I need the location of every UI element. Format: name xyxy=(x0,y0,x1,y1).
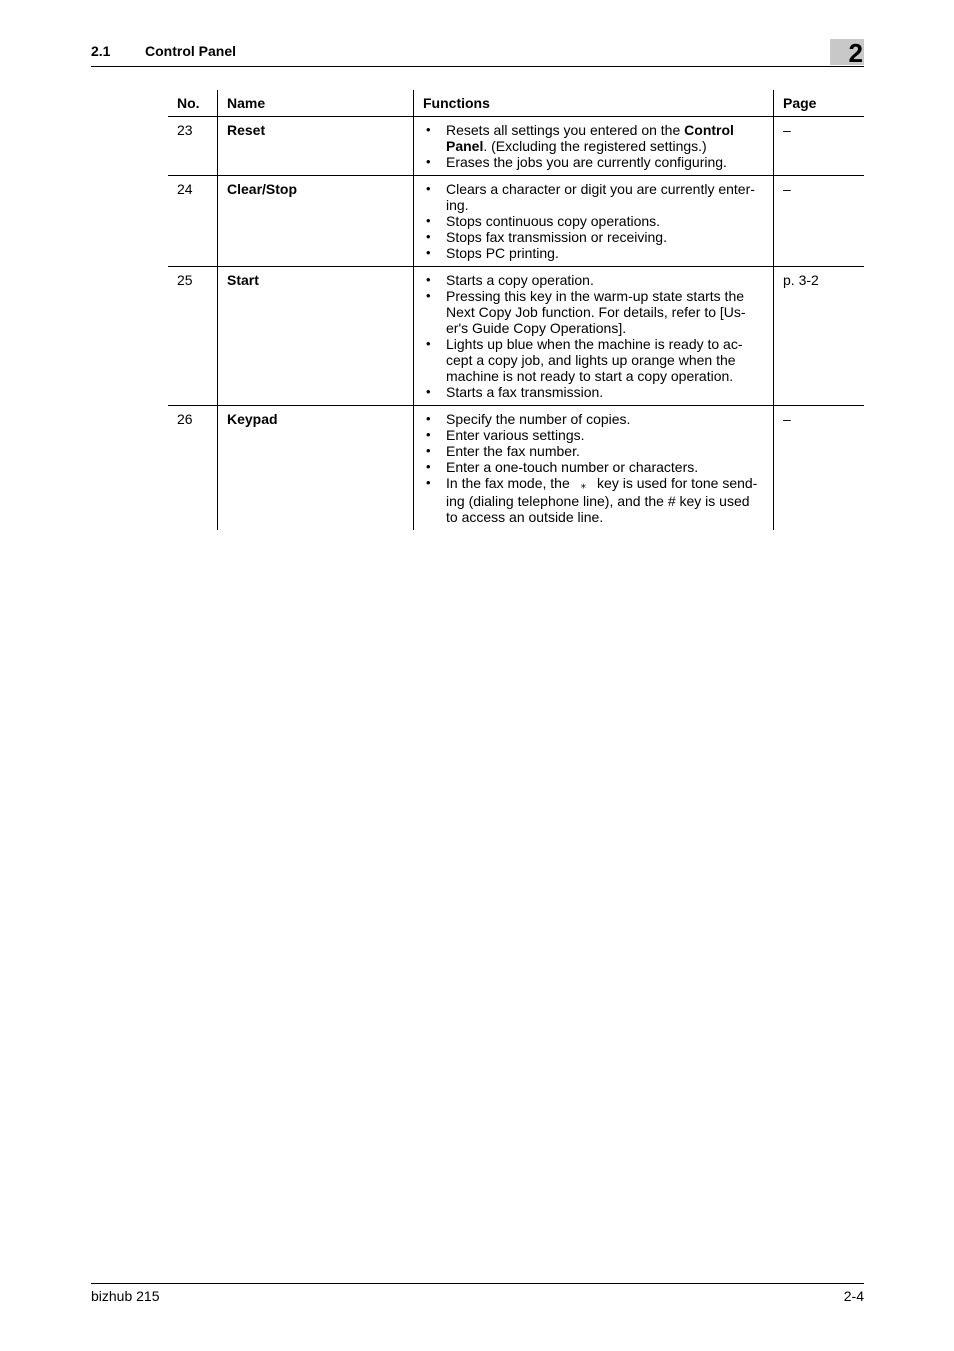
function-text: . (Excluding the registered settings.) xyxy=(483,138,707,154)
function-item xyxy=(423,122,764,154)
control-panel-table xyxy=(168,90,864,530)
function-emphasis: Control Panel xyxy=(446,122,734,154)
function-text: Clears a character or digit you are currently enter-ing. xyxy=(446,181,755,213)
product-name: bizhub 215 xyxy=(91,1288,160,1304)
bullet-icon: • xyxy=(426,427,431,442)
function-item xyxy=(423,427,764,443)
bullet-icon: • xyxy=(426,459,431,474)
cell-page: – xyxy=(774,406,865,531)
bullet-icon: • xyxy=(426,336,431,351)
function-item xyxy=(423,181,764,213)
cell-name: Start xyxy=(218,267,414,406)
cell-name: Keypad xyxy=(218,406,414,531)
table-body xyxy=(168,117,864,531)
function-item xyxy=(423,245,764,261)
function-text: Pressing this key in the warm-up state starts the Next Copy Job function. For details, refer to [Us-er's Guide Copy Operations]. xyxy=(446,288,746,336)
cell-name: Reset xyxy=(218,117,414,176)
function-text: In the fax mode, the xyxy=(446,475,574,491)
table-row xyxy=(168,117,864,176)
cell-no: 25 xyxy=(168,267,218,406)
function-item xyxy=(423,336,764,384)
function-item xyxy=(423,411,764,427)
function-item xyxy=(423,459,764,475)
bullet-icon: • xyxy=(426,122,431,137)
function-item xyxy=(423,443,764,459)
cell-page: – xyxy=(774,176,865,267)
bullet-icon: • xyxy=(426,443,431,458)
function-text: Specify the number of copies. xyxy=(446,411,631,427)
chapter-number: 2 xyxy=(848,38,863,68)
bullet-icon: • xyxy=(426,272,431,287)
section-title: Control Panel xyxy=(145,43,237,59)
bullet-icon: • xyxy=(426,229,431,244)
function-list xyxy=(423,411,764,525)
cell-no: 26 xyxy=(177,411,193,427)
bullet-icon: • xyxy=(426,411,431,426)
section-number: 2.1 xyxy=(91,43,111,59)
function-text: Enter a one-touch number or characters. xyxy=(446,459,699,475)
cell-no: 24 xyxy=(168,176,218,267)
cell-functions xyxy=(414,176,774,267)
function-item xyxy=(423,384,764,400)
cell-functions xyxy=(414,117,774,176)
function-text: Enter the fax number. xyxy=(446,443,580,459)
table-row xyxy=(168,267,864,406)
function-text: Stops PC printing. xyxy=(446,245,559,261)
function-text: Lights up blue when the machine is ready to ac-cept a copy job, and lights up orange when the machine is not ready to start a copy operation. xyxy=(446,336,743,384)
function-text: Starts a copy operation. xyxy=(446,272,594,288)
function-list xyxy=(423,122,764,170)
star-key-icon: ⁎ xyxy=(580,479,587,491)
bullet-icon: • xyxy=(426,181,431,196)
function-item xyxy=(423,475,764,525)
function-text: Erases the jobs you are currently configuring. xyxy=(446,154,727,170)
table-row xyxy=(168,406,864,531)
page-footer xyxy=(91,1283,864,1308)
column-header-page: Page xyxy=(774,90,865,117)
column-header-no: No. xyxy=(168,90,218,117)
page-header xyxy=(91,40,864,67)
cell-no: 23 xyxy=(168,117,218,176)
bullet-icon: • xyxy=(426,288,431,303)
function-text: Starts a fax transmission. xyxy=(446,384,604,400)
function-item xyxy=(423,154,764,170)
function-text: Enter various settings. xyxy=(446,427,585,443)
cell-functions xyxy=(414,267,774,406)
function-item xyxy=(423,213,764,229)
function-item xyxy=(423,229,764,245)
bullet-icon: • xyxy=(426,154,431,169)
cell-name: Clear/Stop xyxy=(218,176,414,267)
function-item xyxy=(423,288,764,336)
function-text: Stops fax transmission or receiving. xyxy=(446,229,667,245)
bullet-icon: • xyxy=(426,245,431,260)
column-header-name: Name xyxy=(218,90,414,117)
column-header-functions: Functions xyxy=(414,90,774,117)
bullet-icon: • xyxy=(426,475,431,490)
bullet-icon: • xyxy=(426,213,431,228)
function-list xyxy=(423,181,764,261)
table-row xyxy=(168,176,864,267)
cell-functions xyxy=(414,406,774,531)
page-number: 2-4 xyxy=(843,1288,864,1304)
cell-page: – xyxy=(774,117,865,176)
bullet-icon: • xyxy=(426,384,431,399)
chapter-tab xyxy=(830,38,864,68)
cell-page: p. 3-2 xyxy=(774,267,865,406)
function-text: Resets all settings you entered on the xyxy=(446,122,685,138)
table-header-row xyxy=(168,90,864,117)
function-item xyxy=(423,272,764,288)
function-text: Stops continuous copy operations. xyxy=(446,213,661,229)
function-list xyxy=(423,272,764,400)
function-text: key is used for tone send-ing (dialing telephone line), and the # key is used to access an outside line. xyxy=(446,475,758,525)
